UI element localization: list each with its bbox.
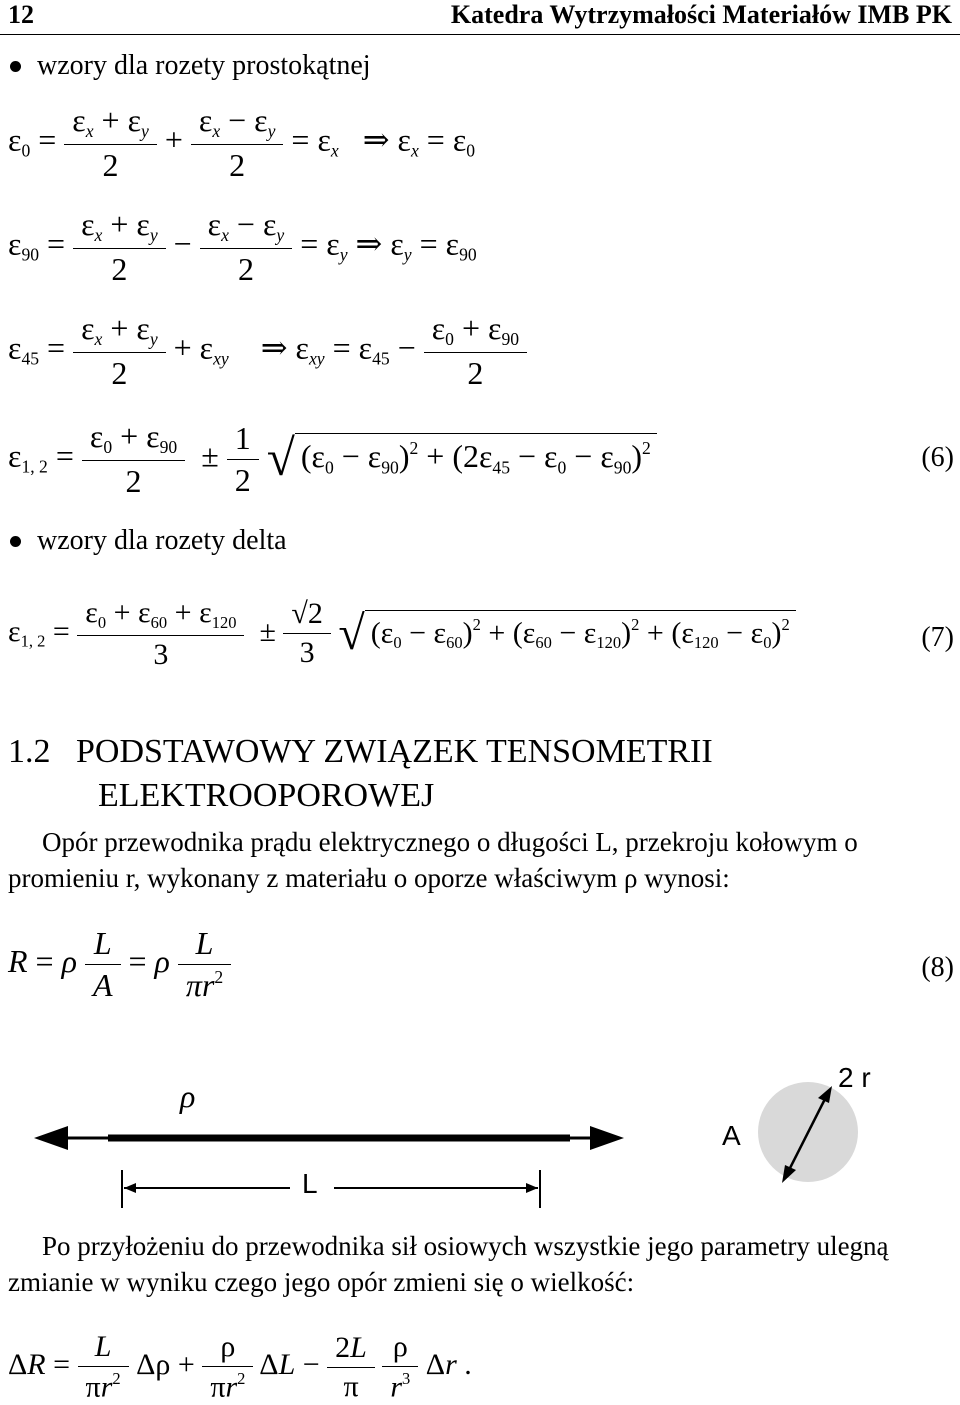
section-heading (8, 730, 948, 818)
bullet-text: wzory dla rozety prostokątnej (37, 50, 371, 81)
equation-7-principal-strains-delta: $\varepsilon_{1, 2}$ = $\frac{\varepsilon_0 + \varepsilon_{60} + \varepsilon_{120}}{3}$ ± $\frac{√2}{3}$ √ $(\varepsilon_0 - \varepsilon_{60})^2 + (\varepsilon_{60} - \varepsilon_{120})^2 + (\varepsilon_{120} - \varepsilon_0)^2$ (8, 596, 796, 672)
header-rule (0, 34, 960, 35)
dimension-arrow-left-icon (124, 1183, 136, 1193)
equation-number-6: (6) (921, 442, 954, 473)
running-title: Katedra Wytrzymałości Materiałów IMB PK (450, 0, 952, 29)
diameter-label: 2 r (838, 1062, 871, 1093)
bullet-dot-icon (10, 61, 21, 72)
paragraph-resistance-intro: Opór przewodnika prądu elektrycznego o długości L, przekroju kołowym o promieniu r, wykonany z materiału o oporze właściwym ρ wynosi: (8, 827, 858, 893)
equation-eps45: $\varepsilon_{45}$ = $\frac{\varepsilon_x + \varepsilon_y}{2}$ + $\varepsilon_{xy}$ ⇒ $\varepsilon_{xy} = \varepsilon_{45}$ − $\frac{\varepsilon_0 + \varepsilon_{90}}{2}$ (8, 310, 527, 392)
dimension-arrow-right-icon (526, 1183, 538, 1193)
section-title-line1: PODSTAWOWY ZWIĄZEK TENSOMETRII (76, 733, 713, 770)
section-number: 1.2 (8, 733, 51, 770)
equation-6-principal-strains-rectangular: $\varepsilon_{1, 2}$ = $\frac{\varepsilon_0 + \varepsilon_{90}}{2}$ ± $\frac{1}{2}$ √ $(\varepsilon_0 - \varepsilon_{90})^2 + (2\varepsilon_{45} - \varepsilon_0 - \varepsilon_{90})^2$ (8, 418, 657, 500)
bullet-rectangular-rosette (8, 50, 371, 82)
resistivity-label: ρ (180, 1078, 196, 1114)
conductor-figure (0, 1040, 960, 1250)
section-title-line2: ELEKTROOPOROWEJ (98, 777, 435, 814)
area-label: A (722, 1120, 741, 1151)
arrow-right-icon (590, 1126, 624, 1150)
length-label: L (302, 1168, 318, 1199)
equation-8-resistance: R = ρ $\frac{L}{A}$ = ρ $\frac{L}{\pi r^2}$ (8, 925, 231, 1004)
page-number: 12 (8, 0, 34, 29)
equation-resistance-change: ΔR = $\frac{L}{\pi r^2}$ Δρ + $\frac{\rho}{\pi r^2}$ ΔL − $\frac{2L}{\pi}$ $\frac{\rho}{r^3}$ Δr . (8, 1330, 472, 1404)
equation-eps0: $\varepsilon_0$ = $\frac{\varepsilon_x + \varepsilon_y}{2}$ + $\frac{\varepsilon_x - \varepsilon_y}{2}$ = $\varepsilon_x$ ⇒ $\varepsilon_x = \varepsilon_0$ (8, 102, 476, 184)
bullet-delta-rosette (8, 525, 287, 557)
bullet-text: wzory dla rozety delta (37, 525, 287, 556)
equation-number-8: (8) (921, 952, 954, 983)
conductor-diagram (0, 1040, 960, 1250)
equation-eps90: $\varepsilon_{90}$ = $\frac{\varepsilon_x + \varepsilon_y}{2}$ − $\frac{\varepsilon_x - \varepsilon_y}{2}$ = $\varepsilon_y$ ⇒ $\varepsilon_y = \varepsilon_{90}$ (8, 206, 477, 288)
paragraph-resistance-change: Po przyłożeniu do przewodnika sił osiowych wszystkie jego parametry ulegną zmianie w wyniku czego jego opór zmieni się o wielkość: (8, 1231, 889, 1297)
equation-number-7: (7) (921, 622, 954, 653)
arrow-left-icon (34, 1126, 68, 1150)
bullet-dot-icon (10, 536, 21, 547)
